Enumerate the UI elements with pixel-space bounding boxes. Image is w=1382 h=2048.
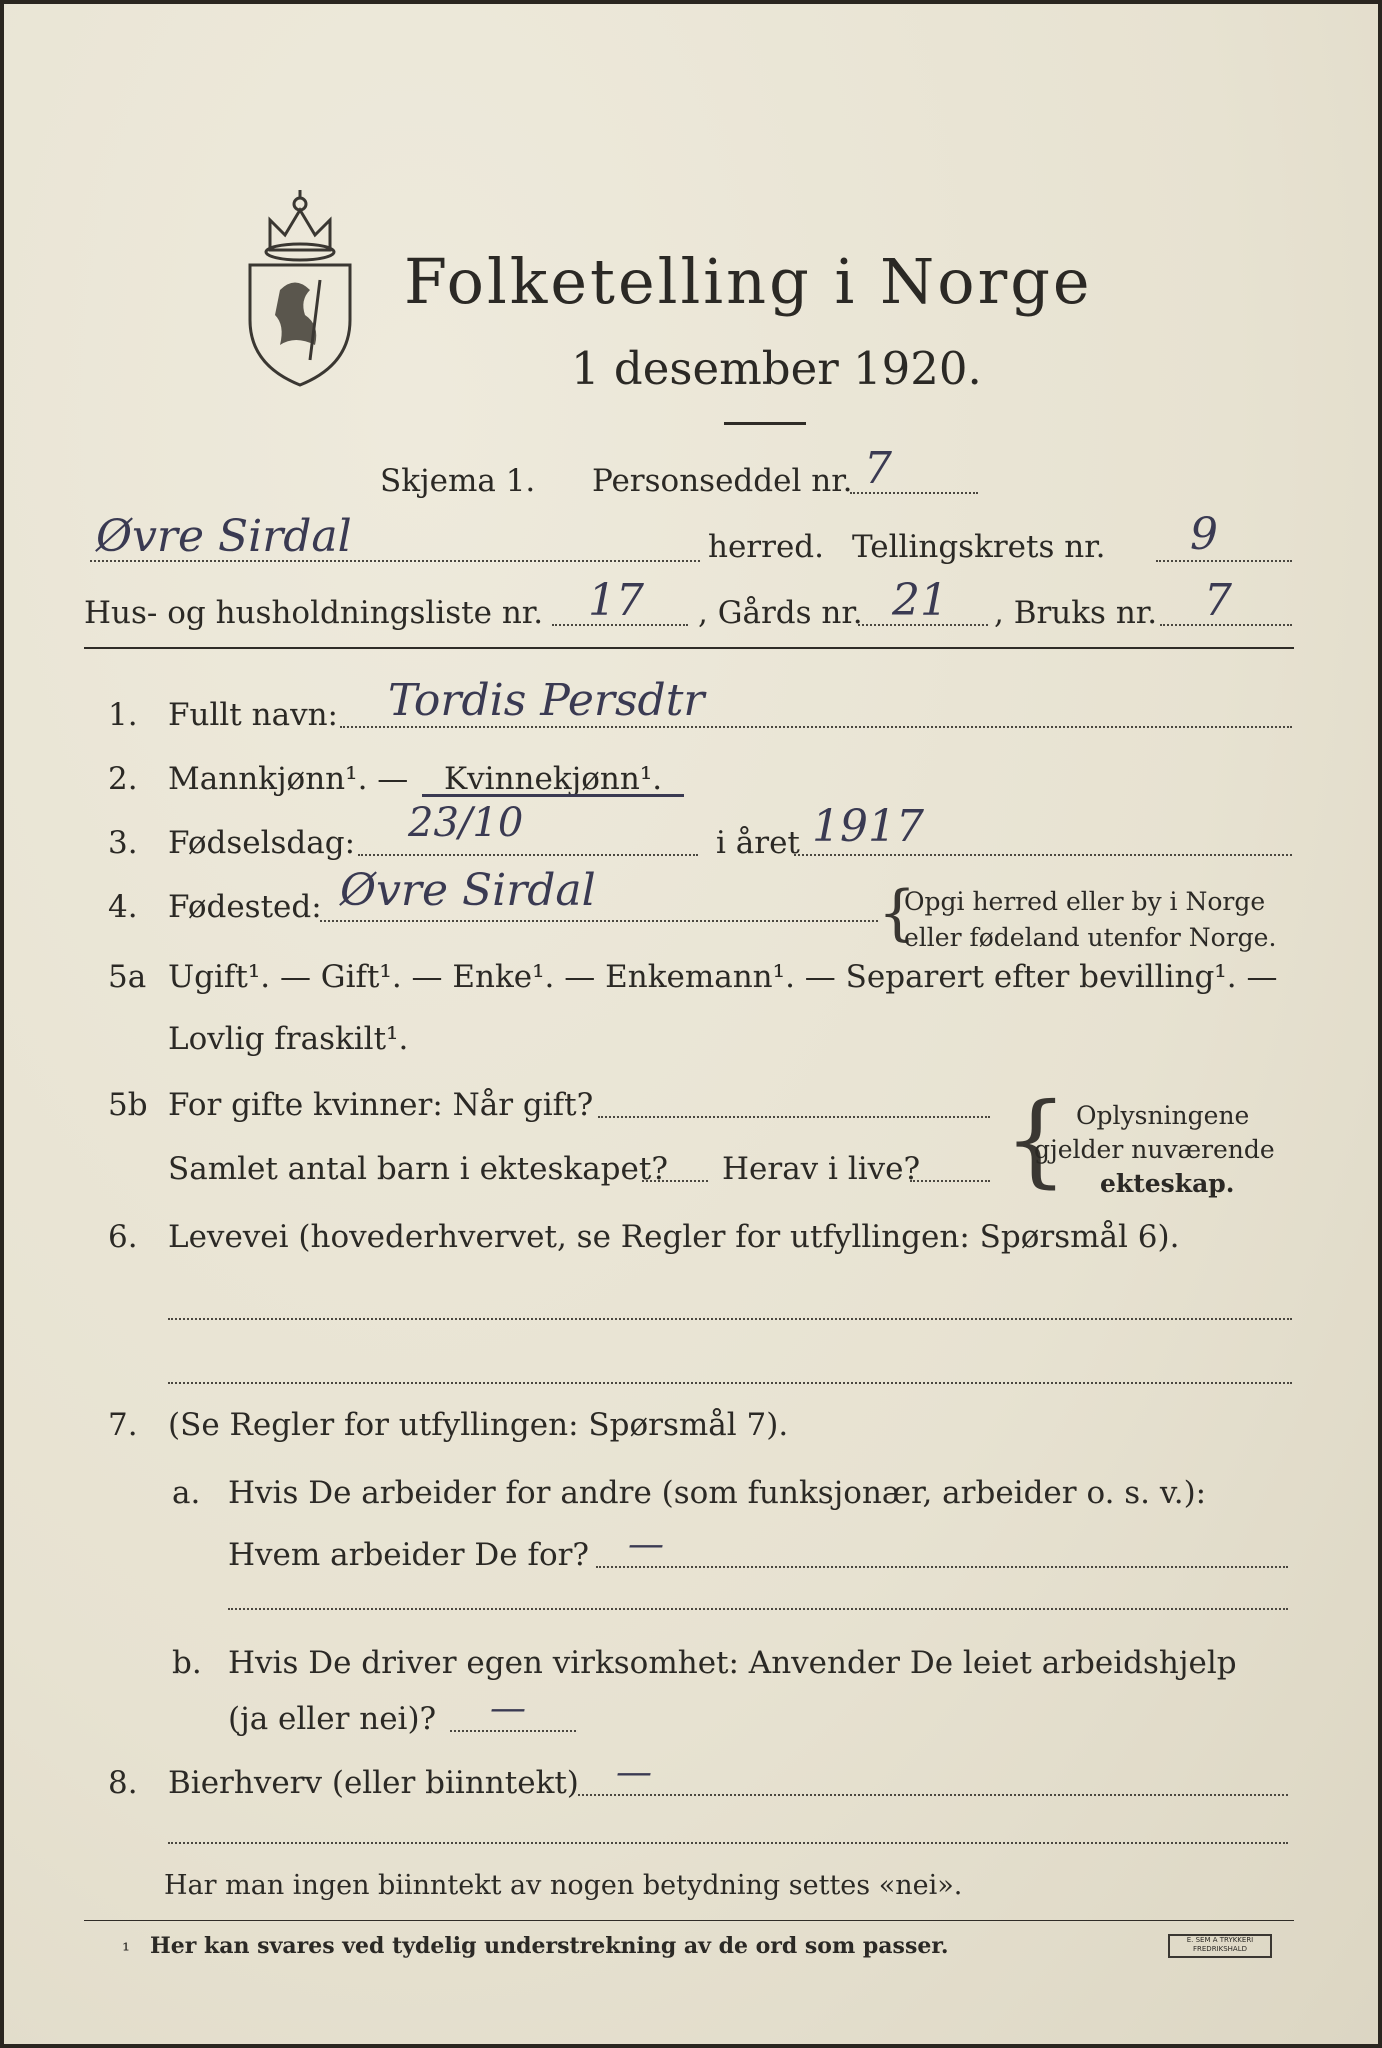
tellingskrets-line xyxy=(1156,560,1292,562)
q1-label: Fullt navn: xyxy=(168,697,338,733)
personseddel-line xyxy=(850,492,978,494)
tellingskrets-label: Tellingskrets nr. xyxy=(852,529,1106,565)
q5b-children-label: Samlet antal barn i ekteskapet? xyxy=(168,1151,668,1187)
q5b-number: 5b xyxy=(108,1087,148,1123)
q5a-line2: Lovlig fraskilt¹. xyxy=(168,1021,409,1057)
tellingskrets-value: 9 xyxy=(1190,509,1218,560)
q5b-note-line2: gjelder nuværende xyxy=(1034,1135,1275,1164)
q1-line xyxy=(340,726,1292,728)
q5b-note-line3: ekteskap. xyxy=(1100,1169,1235,1198)
q3-label: Fødselsdag: xyxy=(168,825,356,861)
husholdning-line xyxy=(552,624,688,626)
q2-female-option: Kvinnekjønn¹. xyxy=(444,761,663,797)
title-divider xyxy=(724,422,806,425)
q3-year-line xyxy=(794,854,1292,856)
form-title: Folketelling i Norge xyxy=(404,245,1093,318)
q7b-line1: Hvis De driver egen virksomhet: Anvender De leiet arbeidshjelp xyxy=(228,1645,1237,1681)
husholdning-label: Hus- og husholdningsliste nr. xyxy=(84,595,544,631)
q8-label: Bierhverv (eller biinntekt) xyxy=(168,1765,579,1801)
gards-label: , Gårds nr. xyxy=(698,595,863,631)
q8-number: 8. xyxy=(108,1765,138,1801)
q4-note-line1: Opgi herred eller by i Norge xyxy=(904,887,1266,916)
q7a-line2: Hvem arbeider De for? xyxy=(228,1537,590,1573)
herred-line xyxy=(90,560,700,562)
q7a-line1: Hvis De arbeider for andre (som funksjonær, arbeider o. s. v.): xyxy=(228,1475,1207,1511)
q8-line-2 xyxy=(168,1842,1288,1844)
footnote-divider xyxy=(84,1920,1294,1921)
q2-male-option: Mannkjønn¹. — xyxy=(168,761,409,797)
q8-value: — xyxy=(616,1752,652,1793)
q6-line1 xyxy=(168,1318,1292,1320)
q4-label: Fødested: xyxy=(168,889,322,925)
coat-of-arms-icon xyxy=(240,180,360,390)
q3-value: 23/10 xyxy=(408,800,524,846)
q4-note-brace: { xyxy=(878,878,917,948)
footer-note: Har man ingen biinntekt av nogen betydning settes «nei». xyxy=(164,1870,963,1901)
q5b-children-line xyxy=(642,1180,708,1182)
header-separator xyxy=(84,647,1294,649)
q4-line xyxy=(320,920,878,922)
census-date: 1 desember 1920. xyxy=(571,342,982,395)
q7-label: (Se Regler for utfyllingen: Spørsmål 7). xyxy=(168,1407,789,1443)
q7a-line-1 xyxy=(596,1566,1288,1568)
q7a-line-2 xyxy=(228,1608,1288,1610)
q7b-line2: (ja eller nei)? xyxy=(228,1701,437,1737)
census-form-sheet xyxy=(4,4,1378,2044)
personseddel-label: Personseddel nr. xyxy=(592,463,853,499)
q6-line2 xyxy=(168,1382,1292,1384)
bruks-label: , Bruks nr. xyxy=(994,595,1158,631)
bruks-line xyxy=(1160,624,1292,626)
q3-number: 3. xyxy=(108,825,138,861)
q5b-married-line xyxy=(598,1116,990,1118)
q4-note-line2: eller fødeland utenfor Norge. xyxy=(904,923,1277,952)
schema-label: Skjema 1. xyxy=(380,463,536,499)
q3-year-value: 1917 xyxy=(812,801,924,852)
q7a-value: — xyxy=(628,1524,664,1565)
q1-value: Tordis Persdtr xyxy=(388,675,705,726)
husholdning-value: 17 xyxy=(588,575,644,626)
q2-number: 2. xyxy=(108,761,138,797)
bruks-value: 7 xyxy=(1204,575,1232,626)
herred-value: Øvre Sirdal xyxy=(96,511,352,562)
q6-label: Levevei (hovederhvervet, se Regler for utfyllingen: Spørsmål 6). xyxy=(168,1219,1180,1255)
q7b-line xyxy=(450,1730,576,1732)
printer-stamp xyxy=(1168,1934,1272,1958)
q3-line xyxy=(358,854,698,856)
q4-number: 4. xyxy=(108,889,138,925)
q7b-value: — xyxy=(490,1688,526,1729)
q5a-line1: Ugift¹. — Gift¹. — Enke¹. — Enkemann¹. — Separert efter bevilling¹. — xyxy=(168,959,1278,995)
personseddel-value: 7 xyxy=(864,443,892,494)
q5a-number: 5a xyxy=(108,959,147,995)
footnote-mark: ¹ xyxy=(122,1938,131,1962)
q2-female-underline xyxy=(422,794,684,797)
q5b-line1: For gifte kvinner: Når gift? xyxy=(168,1087,594,1123)
q5b-note-brace: { xyxy=(1004,1081,1068,1198)
printer-stamp-text: E. SEM A TRYKKERI FREDRIKSHALD xyxy=(1186,1936,1254,1953)
q3-year-label: i året xyxy=(716,825,800,861)
q5b-note-line1: Oplysningene xyxy=(1076,1101,1250,1130)
q8-line-1 xyxy=(578,1794,1288,1796)
q7-number: 7. xyxy=(108,1407,138,1443)
gards-line xyxy=(858,624,988,626)
q1-number: 1. xyxy=(108,697,138,733)
footnote-text: Her kan svares ved tydelig understrekning av de ord som passer. xyxy=(150,1933,949,1959)
q7a-letter: a. xyxy=(172,1475,201,1511)
q7b-letter: b. xyxy=(172,1645,202,1681)
q6-number: 6. xyxy=(108,1219,138,1255)
herred-label: herred. xyxy=(708,529,824,565)
q4-value: Øvre Sirdal xyxy=(340,865,596,916)
gards-value: 21 xyxy=(892,575,948,626)
q5b-alive-line xyxy=(910,1180,990,1182)
q5b-alive-label: Herav i live? xyxy=(722,1151,921,1187)
